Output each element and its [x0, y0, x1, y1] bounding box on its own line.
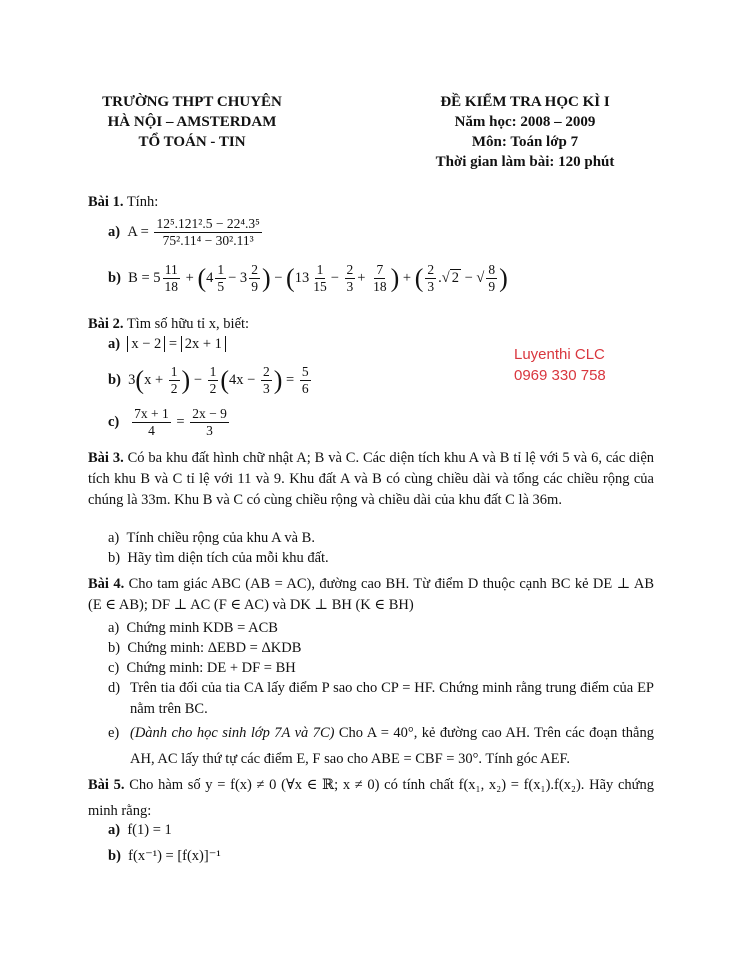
- bai5-paragraph: [88, 772, 654, 824]
- bai1-b: b) B = 5 $\frac{11}{18}$ + (4 $\frac{1}{5}$ − 3 $\frac{2}{9}$ ) − (13 $\frac{1}{15}$ − $\frac{2}{3}$ + $\frac{7}{18}$ ) + ( $\frac{2}{3}$ .√ 2 − √ $\frac{8}{9}$ ): [108, 262, 508, 294]
- school-header: [92, 92, 292, 152]
- bai4-item-a-label: a): [108, 620, 120, 636]
- bai4-item-c-label: c): [108, 660, 120, 676]
- exam-title: ĐỀ KIỂM TRA HỌC KÌ I: [440, 94, 610, 110]
- bai1-b-lhs: B = 5: [128, 269, 161, 286]
- bai2-b-label: b): [108, 371, 121, 388]
- bai4-item-c: [108, 658, 296, 678]
- bai1-a-numerator: 12⁵.121².5 − 22⁴.3⁵: [156, 216, 260, 231]
- exam-duration: Thời gian làm bài: 120 phút: [435, 154, 615, 170]
- bai4-item-a: [108, 618, 278, 638]
- bai4-item-e: [108, 720, 654, 772]
- bai2-a: a) x − 2 = 2x + 1: [108, 334, 226, 354]
- school-line-3: TỔ TOÁN - TIN: [138, 134, 246, 150]
- bai5-b: [108, 846, 221, 866]
- bai2-b: b) 3(x + $\frac{1}{2}$ ) − $\frac{1}{2}$ (4x − $\frac{2}{3}$ ) = $\frac{5}{6}$: [108, 364, 309, 396]
- bai5-title: Bài 5.: [88, 777, 125, 793]
- bai3-paragraph: [88, 448, 654, 511]
- watermark: [514, 344, 606, 386]
- bai4-item-e-text: Cho A = 40°, kẻ đường cao AH. Trên các đoạn thẳng AH, AC lấy thứ tự các điểm E, F sao cho ABE = CBF = 30°. Tính góc AEF.: [130, 725, 654, 767]
- school-line-1: TRƯỜNG THPT CHUYÊN: [102, 94, 282, 110]
- bai5-a: [108, 820, 172, 840]
- bai2-c-label: c): [108, 413, 120, 430]
- bai1-a: [108, 216, 264, 249]
- bai5-b-text: f(x⁻¹) = [f(x)]⁻¹: [128, 848, 221, 864]
- bai2-title: Bài 2.: [88, 316, 124, 332]
- bai5-a-text: f(1) = 1: [127, 822, 172, 838]
- bai4-text: Cho tam giác ABC (AB = AC), đường cao BH. Từ điểm D thuộc cạnh BC kẻ DE ⊥ AB (E ∈ AB); DF ⊥ AC (F ∈ AC) và DK ⊥ BH (K ∈ BH): [88, 576, 655, 613]
- watermark-name: Luyenthi CLC: [514, 346, 605, 363]
- exam-year: Năm học: 2008 – 2009: [454, 114, 596, 130]
- bai1-a-label: a): [108, 223, 121, 240]
- bai5-b-label: b): [108, 848, 121, 864]
- bai3-title: Bài 3.: [88, 450, 124, 466]
- bai4-item-d-label: d): [108, 680, 121, 696]
- watermark-phone: 0969 330 758: [514, 367, 606, 384]
- bai1-a-fraction: [154, 216, 261, 249]
- bai2-heading: [88, 314, 249, 334]
- bai3-text: Có ba khu đất hình chữ nhật A; B và C. Các diện tích khu A và B tỉ lệ với 5 và 6, các diện tích khu B và C tỉ lệ với 11 và 9. Khu đất A và B có cùng chiều dài và tổng các chiều rộng của chúng là 33m. Khu B và C có cùng chiều rộng và chiều dài của khu đất C là 36m.: [88, 450, 655, 508]
- bai4-item-b-label: b): [108, 640, 121, 656]
- bai4-title: Bài 4.: [88, 576, 125, 592]
- bai1-title: Bài 1.: [88, 194, 124, 210]
- bai1-heading: [88, 192, 158, 212]
- school-line-2: HÀ NỘI – AMSTERDAM: [107, 114, 277, 130]
- bai4-item-c-text: Chứng minh: DE + DF = BH: [126, 660, 296, 676]
- bai3-item-b-label: b): [108, 550, 121, 566]
- bai4-item-e-italic: (Dành cho học sinh lớp 7A và 7C): [130, 725, 335, 741]
- bai1-prompt: Tính:: [126, 194, 159, 210]
- bai2-prompt: Tìm số hữu tỉ x, biết:: [126, 316, 250, 332]
- bai2-a-label: a): [108, 336, 121, 352]
- bai5-text: Cho hàm số y = f(x) ≠ 0 (∀x ∈ ℝ; x ≠ 0) có tính chất f(x₁, x₂) = f(x₁).f(x₂). Hãy chứng minh rằng:: [88, 777, 655, 819]
- exam-subject: Môn: Toán lớp 7: [471, 134, 579, 150]
- bai3-item-a-label: a): [108, 530, 120, 546]
- bai4-item-e-label: e): [108, 725, 120, 741]
- bai3-item-b: [108, 548, 329, 568]
- bai4-item-b-text: Chứng minh: ΔEBD = ΔKDB: [127, 640, 302, 656]
- bai4-item-d: [108, 678, 654, 720]
- bai3-item-a-text: Tính chiều rộng của khu A và B.: [126, 530, 315, 546]
- bai2-c: c) $\frac{7x + 1}{4}$ = $\frac{2x - 9}{3}$: [108, 406, 227, 438]
- bai1-b-label: b): [108, 269, 121, 286]
- bai4-paragraph: [88, 574, 654, 616]
- bai4-item-b: [108, 638, 301, 658]
- exam-header: [410, 92, 640, 172]
- bai3-item-a: [108, 528, 315, 548]
- bai4-item-d-text: Trên tia đối của tia CA lấy điểm P sao cho CP = HF. Chứng minh rằng trung điểm của EP nằm trên BC.: [130, 680, 654, 717]
- bai4-item-a-text: Chứng minh KDB = ACB: [126, 620, 278, 636]
- bai1-a-lhs: A =: [127, 223, 149, 240]
- bai3-item-b-text: Hãy tìm diện tích của mỗi khu đất.: [127, 550, 329, 566]
- bai5-a-label: a): [108, 822, 121, 838]
- bai1-a-denominator: 75².11⁴ − 30².11³: [162, 233, 254, 248]
